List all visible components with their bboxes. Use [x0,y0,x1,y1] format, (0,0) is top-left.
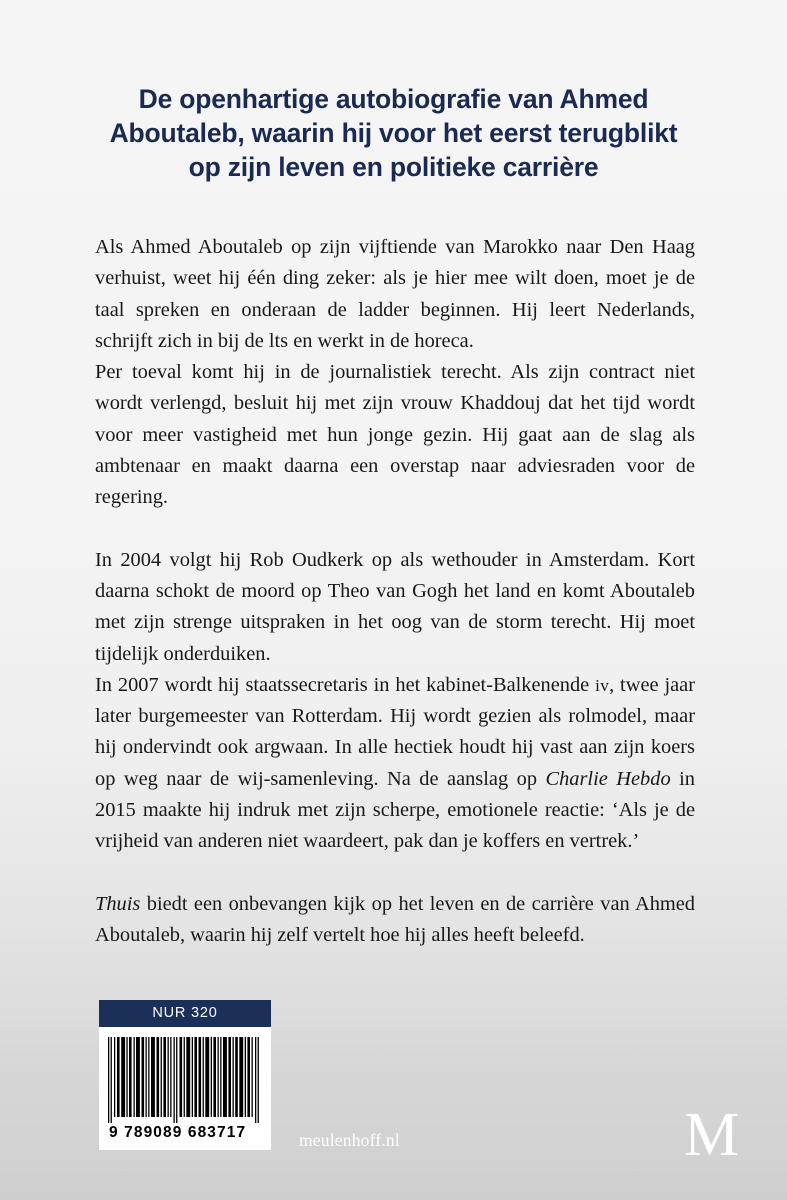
blurb-p4-part-c: in 2015 maakte hij indruk met zijn scherpe, emotionele reactie: ‘Als je de vrijheid van anderen niet waardeert, pak dan je koffers en vertrek.’ [95,767,695,853]
blurb-p4-title-charlie-hebdo: Charlie Hebdo [545,767,671,790]
blurb-p4-part-a: In 2007 wordt hij staatssecretaris in het kabinet-Balkenende [95,673,596,696]
blurb-paragraph-3: In 2004 volgt hij Rob Oudkerk op als wethouder in Amsterdam. Kort daarna schokt de moord op Theo van Gogh het land en komt Aboutaleb met zijn strenge uitspraken in het oog van de storm terecht. Hij moet tijdelijk onderduiken. [95,548,695,665]
blurb-paragraph-4 [95,670,695,858]
ean13-barcode-icon [108,1037,262,1123]
page-title [93,82,694,184]
meulenhoff-logo-icon: M [684,1101,740,1169]
headline-line-1: De openhartige autobiografie van Ahmed [138,84,649,114]
isbn-lead-digit: 9 [109,1124,119,1141]
blurb-paragraph-5 [95,889,695,952]
headline-line-2: Aboutaleb, waarin hij voor het eerst terugblikt [109,118,678,148]
blurb-p4-roman-numeral: iv [595,675,610,695]
blurb-p5-rest: biedt een onbevangen kijk op het leven en de carrière van Ahmed Aboutaleb, waarin hij zelf vertelt hoe hij alles heeft beleefd. [95,892,695,946]
headline-line-3: op zijn leven en politieke carrière [188,152,599,182]
blurb-text [95,232,695,951]
isbn-number [108,1123,262,1144]
nur-code-badge: NUR 320 [99,1000,271,1027]
publisher-website[interactable]: meulenhoff.nl [299,1130,400,1150]
blurb-paragraph-2: Per toeval komt hij in de journalistiek terecht. Als zijn contract niet wordt verlengd, besluit hij met zijn vrouw Khaddouj dat het tijd wordt voor meer vastigheid met hun jonge gezin. Hij gaat aan de slag als ambtenaar en maakt daarna een overstap naar adviesraden voor de regering. [95,361,695,509]
blurb-p4-part-b: , twee jaar later burgemeester van Rotterdam. Hij wordt gezien als rolmodel, maar hij ondervindt ook argwaan. In alle hectiek houdt hij vast aan zijn koers op weg naar de wij-samenleving. Na de aanslag op [95,673,695,790]
barcode-card [99,1027,271,1150]
blurb-paragraph-1: Als Ahmed Aboutaleb op zijn vijftiende van Marokko naar Den Haag verhuist, weet hij één ding zeker: als je hier mee wilt doen, moet je de taal spreken en onderaan de ladder beginnen. Hij leert Nederlands, schrijft zich in bij de lts en werkt in de horeca. [95,236,695,352]
blurb-p5-book-title: Thuis [95,892,141,915]
isbn-main-digits: 789089 683717 [124,1124,247,1141]
barcode-block [99,1000,271,1150]
